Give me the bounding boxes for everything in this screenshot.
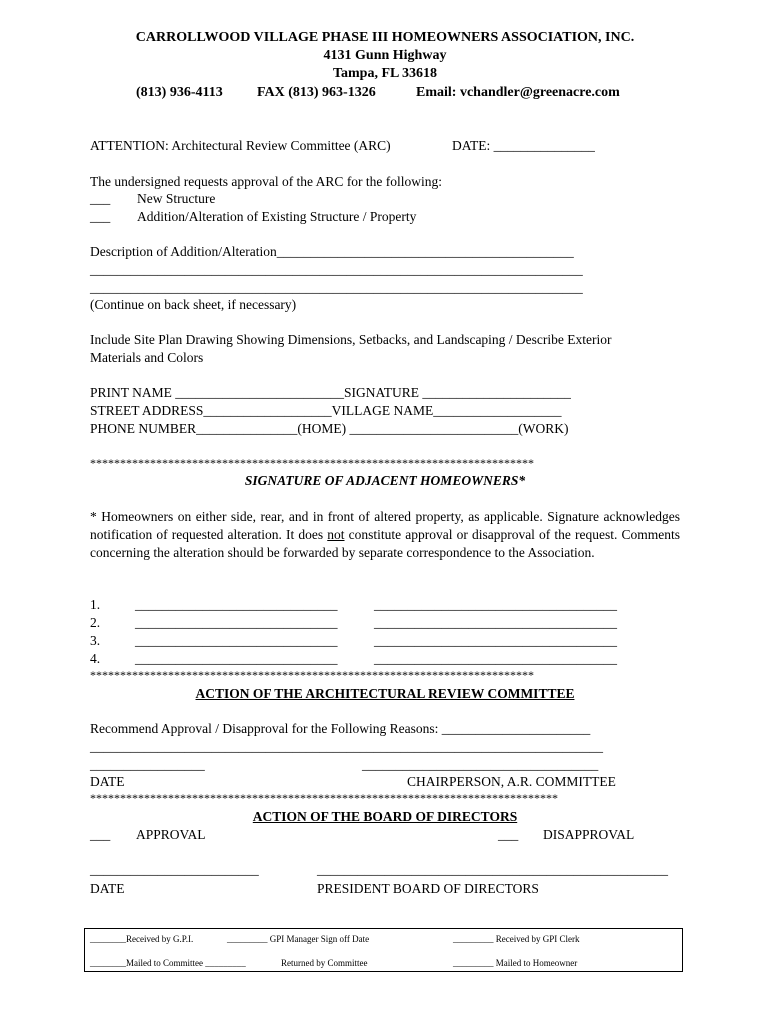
site-plan-note-1: Include Site Plan Drawing Showing Dimensions, Setbacks, and Landscaping / Describe Exterior	[90, 332, 612, 347]
adjacent-sign-right[interactable]: ____________________________________	[374, 633, 617, 648]
divider-stars-3: ******************************************************************************	[90, 791, 558, 805]
board-president-line[interactable]: ____________________________________________________	[317, 862, 668, 877]
new-structure-label: New Structure	[137, 191, 216, 206]
arc-chair-label: CHAIRPERSON, A.R. COMMITTEE	[407, 774, 616, 789]
description-line-2[interactable]: _________________________________________________________________________	[90, 280, 583, 295]
mailed-to-committee[interactable]: ________Mailed to Committee _________	[90, 958, 246, 968]
org-street: 4131 Gunn Highway	[323, 48, 447, 63]
received-gpi[interactable]: ________Received by G.P.I.	[90, 934, 194, 944]
adjacent-row-number: 4.	[90, 651, 101, 666]
divider-stars-1: **************************************************************************	[90, 456, 534, 470]
continue-note: (Continue on back sheet, if necessary)	[90, 297, 297, 312]
adjacent-sign-right[interactable]: ____________________________________	[374, 651, 617, 666]
org-fax: FAX (813) 963-1326	[257, 85, 376, 100]
adjacent-para-2: constitute approval or disapproval of the request. Comments concerning the alteration should be forwarded by separate correspondence to the Association.	[90, 527, 680, 560]
org-name: CARROLLWOOD VILLAGE PHASE III HOMEOWNERS ASSOCIATION, INC.	[135, 30, 635, 45]
arc-chair-line[interactable]: ___________________________________	[362, 757, 599, 772]
adjacent-para-1: * Homeowners on either side, rear, and in front of altered property, as applicable. Signature acknowledges notification of requested alteration. It does	[90, 509, 680, 542]
arc-date-label: DATE	[90, 774, 125, 789]
description-line-1[interactable]: _________________________________________________________________________	[90, 262, 583, 277]
arc-reasons-line[interactable]: ____________________________________________________________________________	[90, 739, 603, 754]
mailed-to-homeowner[interactable]: _________ Mailed to Homeowner	[453, 958, 578, 968]
adjacent-sign-left[interactable]: ______________________________	[135, 597, 338, 612]
org-phone: (813) 936-4113	[136, 85, 223, 100]
adjacent-sign-right[interactable]: ____________________________________	[374, 615, 617, 630]
new-structure-checkbox[interactable]: ___	[90, 191, 111, 206]
print-name-signature-field[interactable]: PRINT NAME _________________________SIGNATURE ______________________	[90, 385, 571, 400]
board-date-line[interactable]: _________________________	[90, 862, 259, 877]
adjacent-paragraph	[90, 508, 680, 562]
received-gpi-clerk[interactable]: _________ Received by GPI Clerk	[453, 934, 580, 944]
board-disapproval-label: DISAPPROVAL	[543, 827, 635, 842]
addition-label: Addition/Alteration of Existing Structure / Property	[137, 209, 417, 224]
board-approval-checkbox[interactable]: ___	[90, 827, 111, 842]
board-title: ACTION OF THE BOARD OF DIRECTORS	[252, 809, 518, 824]
board-approval-label: APPROVAL	[136, 827, 206, 842]
phone-field[interactable]: PHONE NUMBER_______________(HOME) _________________________(WORK)	[90, 421, 569, 436]
board-president-label: PRESIDENT BOARD OF DIRECTORS	[317, 881, 539, 896]
adjacent-sign-right[interactable]: ____________________________________	[374, 597, 617, 612]
site-plan-note-2: Materials and Colors	[90, 350, 204, 365]
adjacent-sign-left[interactable]: ______________________________	[135, 615, 338, 630]
gpi-manager-signoff[interactable]: _________ GPI Manager Sign off Date	[227, 934, 370, 944]
attention-line: ATTENTION: Architectural Review Committee (ARC)	[90, 138, 391, 153]
board-date-label: DATE	[90, 881, 125, 896]
adjacent-row-number: 3.	[90, 633, 101, 648]
returned-by-committee: Returned by Committee	[281, 958, 368, 968]
address-village-field[interactable]: STREET ADDRESS___________________VILLAGE NAME___________________	[90, 403, 562, 418]
addition-checkbox[interactable]: ___	[90, 209, 111, 224]
adjacent-para-not: not	[327, 527, 345, 542]
description-field[interactable]: Description of Addition/Alteration____________________________________________	[90, 244, 574, 259]
divider-stars-2: **************************************************************************	[90, 668, 534, 682]
arc-date-line[interactable]: _________________	[90, 757, 205, 772]
board-disapproval-checkbox[interactable]: ___	[498, 827, 519, 842]
org-email: Email: vchandler@greenacre.com	[416, 85, 620, 100]
date-field[interactable]: DATE: _______________	[452, 138, 595, 153]
request-intro: The undersigned requests approval of the ARC for the following:	[90, 174, 443, 189]
adjacent-sign-left[interactable]: ______________________________	[135, 633, 338, 648]
adjacent-row-number: 1.	[90, 597, 101, 612]
adjacent-title: SIGNATURE OF ADJACENT HOMEOWNERS*	[244, 473, 526, 488]
arc-reasons-field[interactable]: Recommend Approval / Disapproval for the Following Reasons: ______________________	[90, 721, 591, 736]
adjacent-row-number: 2.	[90, 615, 101, 630]
adjacent-sign-left[interactable]: ______________________________	[135, 651, 338, 666]
org-city: Tampa, FL 33618	[332, 66, 438, 81]
arc-title: ACTION OF THE ARCHITECTURAL REVIEW COMMITTEE	[195, 686, 575, 701]
